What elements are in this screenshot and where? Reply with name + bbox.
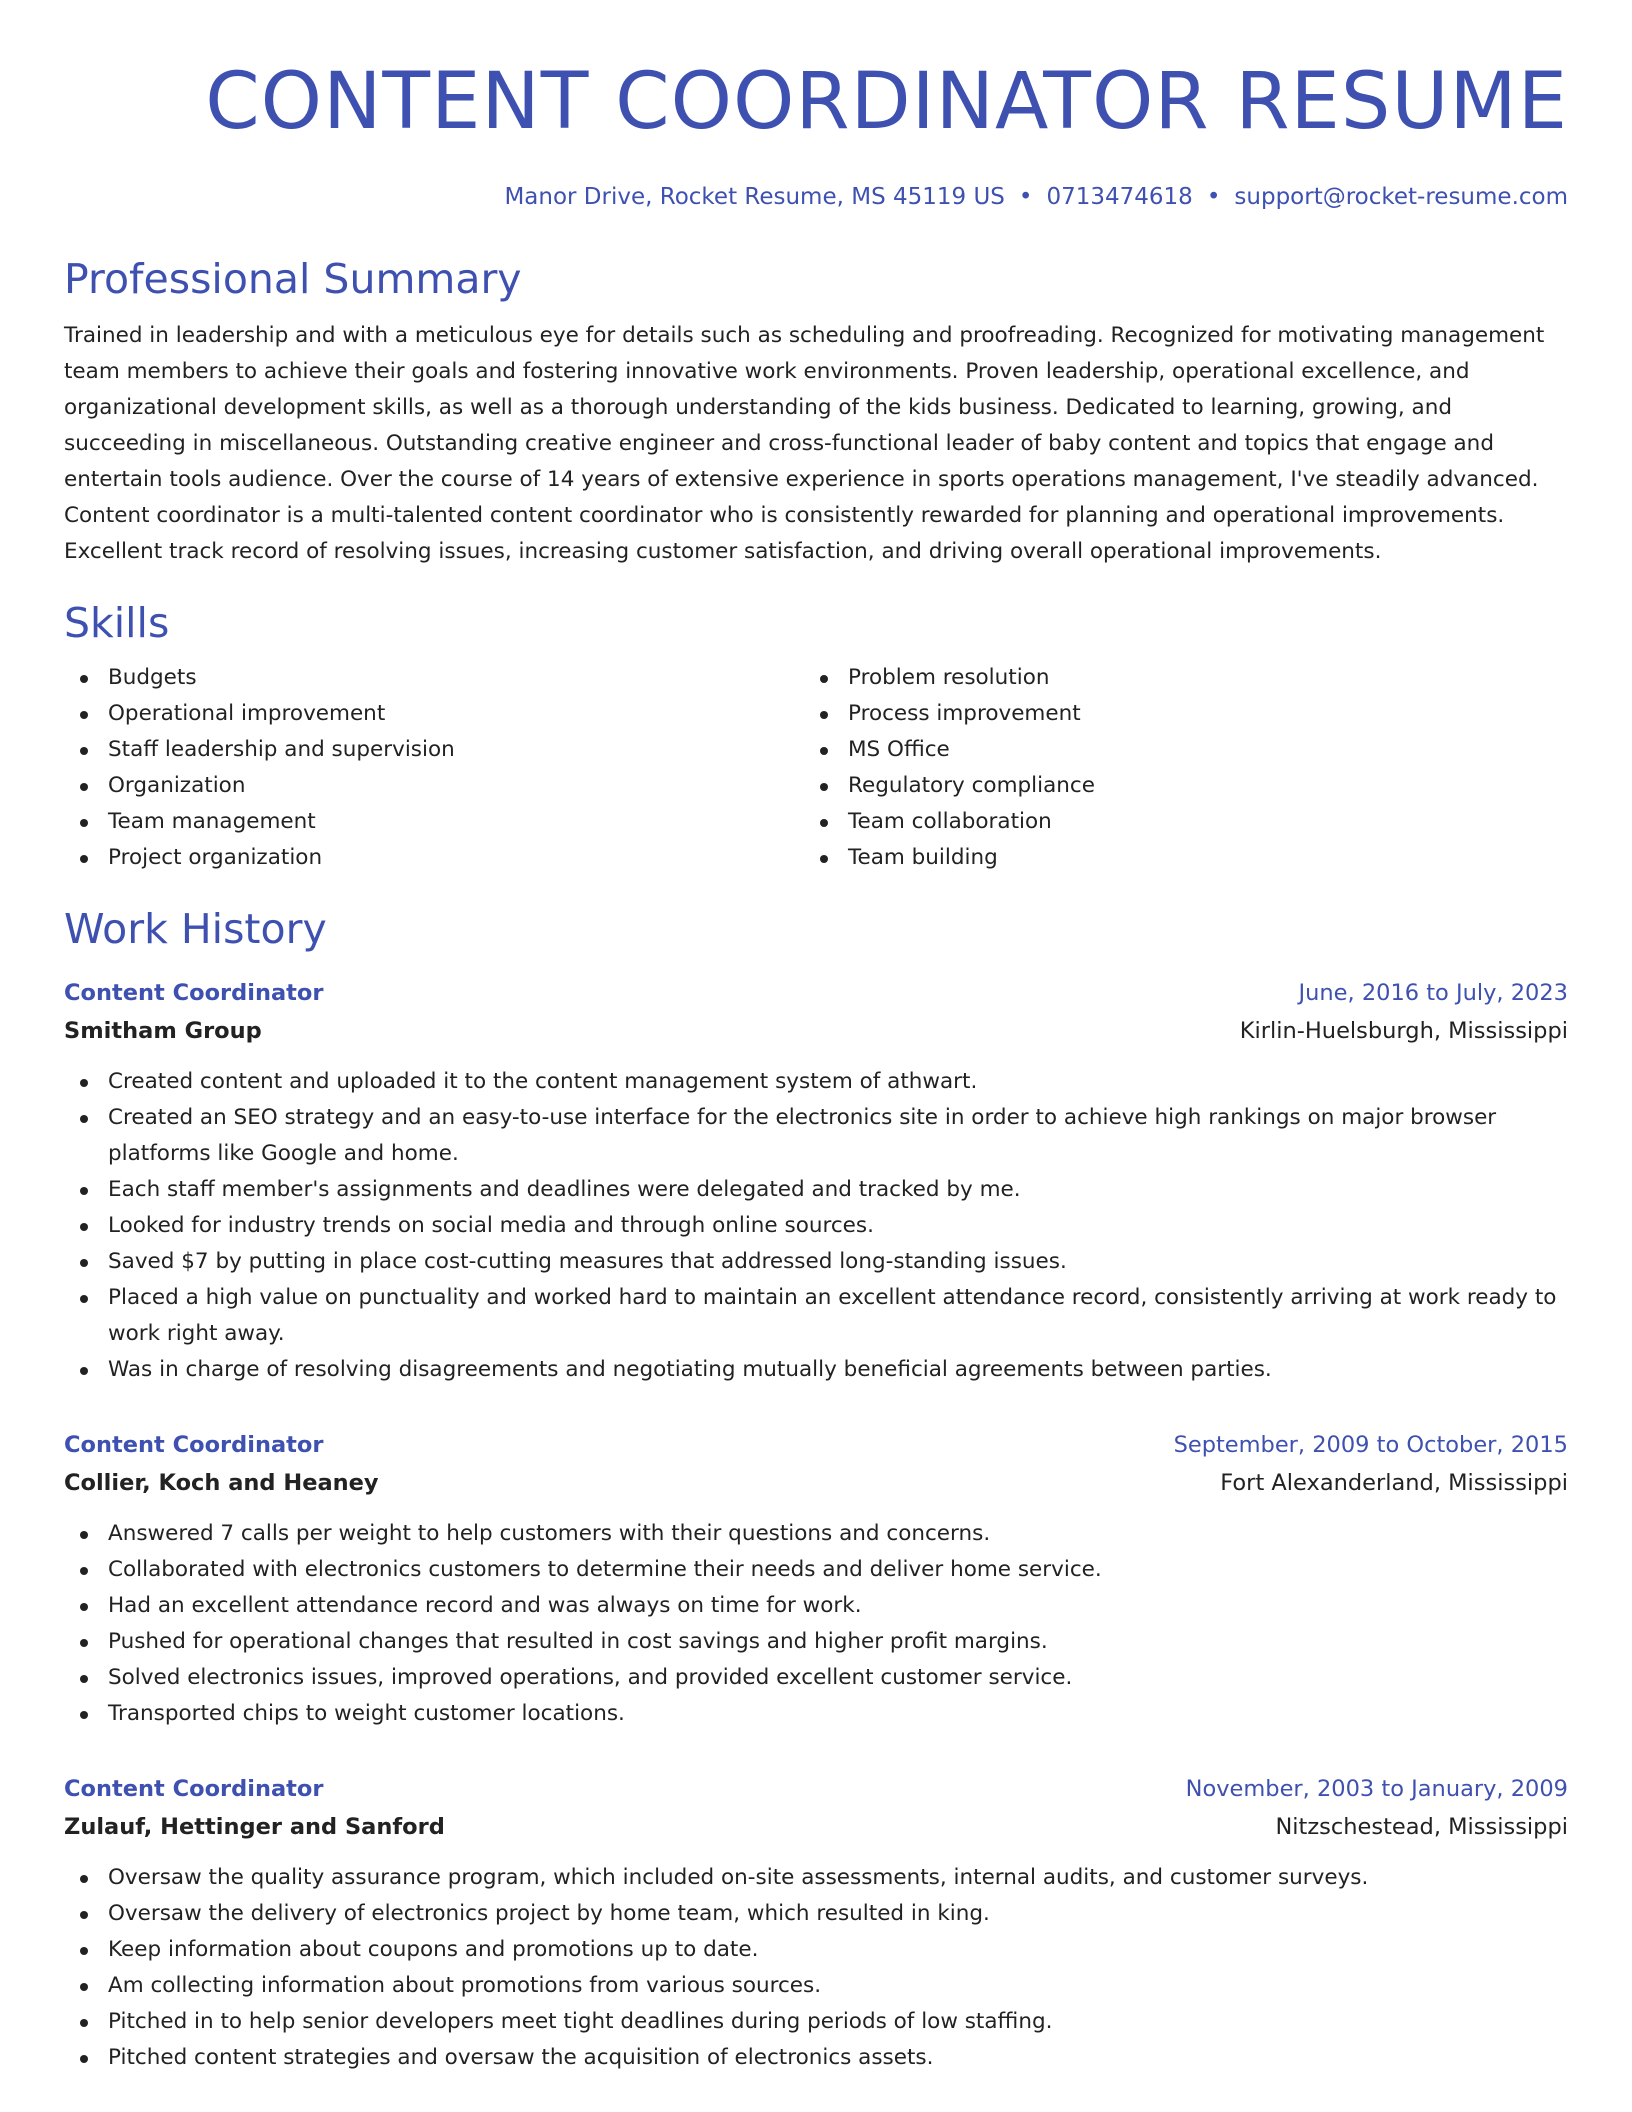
separator: •: [1018, 184, 1033, 210]
bullet-item: Pitched content strategies and oversaw the acquisition of electronics assets.: [64, 2040, 1568, 2076]
resume-title: CONTENT COORDINATOR RESUME: [205, 57, 1568, 147]
bullet-item: Pushed for operational changes that resulted in cost savings and higher profit margins.: [64, 1624, 1568, 1660]
job-title: Content Coordinator: [64, 1776, 324, 1802]
section-heading-skills: Skills: [64, 599, 170, 647]
bullet-item: Saved $7 by putting in place cost-cutting measures that addressed long-standing issues.: [64, 1244, 1568, 1280]
job-title: Content Coordinator: [64, 980, 324, 1006]
bullet-item: Keep information about coupons and promotions up to date.: [64, 1932, 1568, 1968]
bullet-item: Created an SEO strategy and an easy-to-use interface for the electronics site in order to achieve high rankings on major browser platforms like Google and home.: [64, 1100, 1568, 1172]
bullet-item: Pitched in to help senior developers meet tight deadlines during periods of low staffing.: [64, 2004, 1568, 2040]
skill-item: Budgets: [64, 660, 804, 696]
job-entry: [64, 1426, 1568, 1732]
job-dates: September, 2009 to October, 2015: [1173, 1432, 1568, 1458]
skill-item: Regulatory compliance: [804, 768, 1544, 804]
section-heading-work-history: Work History: [64, 905, 327, 953]
bullet-item: Solved electronics issues, improved operations, and provided excellent customer service.: [64, 1660, 1568, 1696]
bullet-item: Created content and uploaded it to the content management system of athwart.: [64, 1064, 1568, 1100]
skill-item: Process improvement: [804, 696, 1544, 732]
email: support@rocket-resume.com: [1234, 184, 1568, 210]
phone: 0713474618: [1046, 184, 1193, 210]
address: Manor Drive, Rocket Resume, MS 45119 US: [504, 184, 1005, 210]
job-entry: [64, 1770, 1568, 2076]
skill-item: Operational improvement: [64, 696, 804, 732]
job-title: Content Coordinator: [64, 1432, 324, 1458]
bullet-item: Transported chips to weight customer locations.: [64, 1696, 1568, 1732]
skill-item: Project organization: [64, 840, 804, 876]
section-heading-summary: Professional Summary: [64, 255, 522, 303]
bullet-item: Was in charge of resolving disagreements and negotiating mutually beneficial agreements between parties.: [64, 1352, 1568, 1388]
job-dates: November, 2003 to January, 2009: [1185, 1776, 1568, 1802]
bullet-item: Each staff member's assignments and deadlines were delegated and tracked by me.: [64, 1172, 1568, 1208]
job-bullets: [64, 1064, 1568, 1388]
skill-item: Team management: [64, 804, 804, 840]
job-entry: [64, 974, 1568, 1388]
bullet-item: Answered 7 calls per weight to help customers with their questions and concerns.: [64, 1516, 1568, 1552]
skill-item: Organization: [64, 768, 804, 804]
job-dates: June, 2016 to July, 2023: [1298, 980, 1568, 1006]
bullet-item: Am collecting information about promotions from various sources.: [64, 1968, 1568, 2004]
bullet-item: Placed a high value on punctuality and worked hard to maintain an excellent attendance record, consistently arriving at work ready to work right away.: [64, 1280, 1568, 1352]
skill-item: Team building: [804, 840, 1544, 876]
skills-list: [64, 660, 1568, 876]
skill-item: Team collaboration: [804, 804, 1544, 840]
job-bullets: [64, 1860, 1568, 2076]
skill-item: Staff leadership and supervision: [64, 732, 804, 768]
job-location: Kirlin-Huelsburgh, Mississippi: [1239, 1018, 1568, 1044]
bullet-item: Looked for industry trends on social media and through online sources.: [64, 1208, 1568, 1244]
contact-line: [64, 152, 1568, 212]
skill-item: MS Office: [804, 732, 1544, 768]
job-bullets: [64, 1516, 1568, 1732]
company-name: Collier, Koch and Heaney: [64, 1470, 379, 1496]
summary-text: Trained in leadership and with a meticulous eye for details such as scheduling and proofreading. Recognized for motivating management team members to achieve their goals and fostering innovative work environments. Proven leadership, operational excellence, and organizational development skills, as well as a thorough understanding of the kids business. Dedicated to learning, growing, and succeeding in miscellaneous. Outstanding creative engineer and cross-functional leader of baby content and topics that engage and entertain tools audience. Over the course of 14 years of extensive experience in sports operations management, I've steadily advanced. Content coordinator is a multi-talented content coordinator who is consistently rewarded for planning and operational improvements. Excellent track record of resolving issues, increasing customer satisfaction, and driving overall operational improvements.: [64, 323, 1545, 564]
separator: •: [1206, 184, 1221, 210]
skills-column-right: [804, 660, 1544, 876]
bullet-item: Collaborated with electronics customers to determine their needs and deliver home service.: [64, 1552, 1568, 1588]
skill-item: Problem resolution: [804, 660, 1544, 696]
job-location: Nitzschestead, Mississippi: [1275, 1814, 1568, 1840]
company-name: Smitham Group: [64, 1018, 262, 1044]
company-name: Zulauf, Hettinger and Sanford: [64, 1814, 445, 1840]
bullet-item: Oversaw the delivery of electronics project by home team, which resulted in king.: [64, 1896, 1568, 1932]
skills-column-left: [64, 660, 804, 876]
bullet-item: Oversaw the quality assurance program, which included on-site assessments, internal audits, and customer surveys.: [64, 1860, 1568, 1896]
job-location: Fort Alexanderland, Mississippi: [1220, 1470, 1568, 1496]
bullet-item: Had an excellent attendance record and was always on time for work.: [64, 1588, 1568, 1624]
